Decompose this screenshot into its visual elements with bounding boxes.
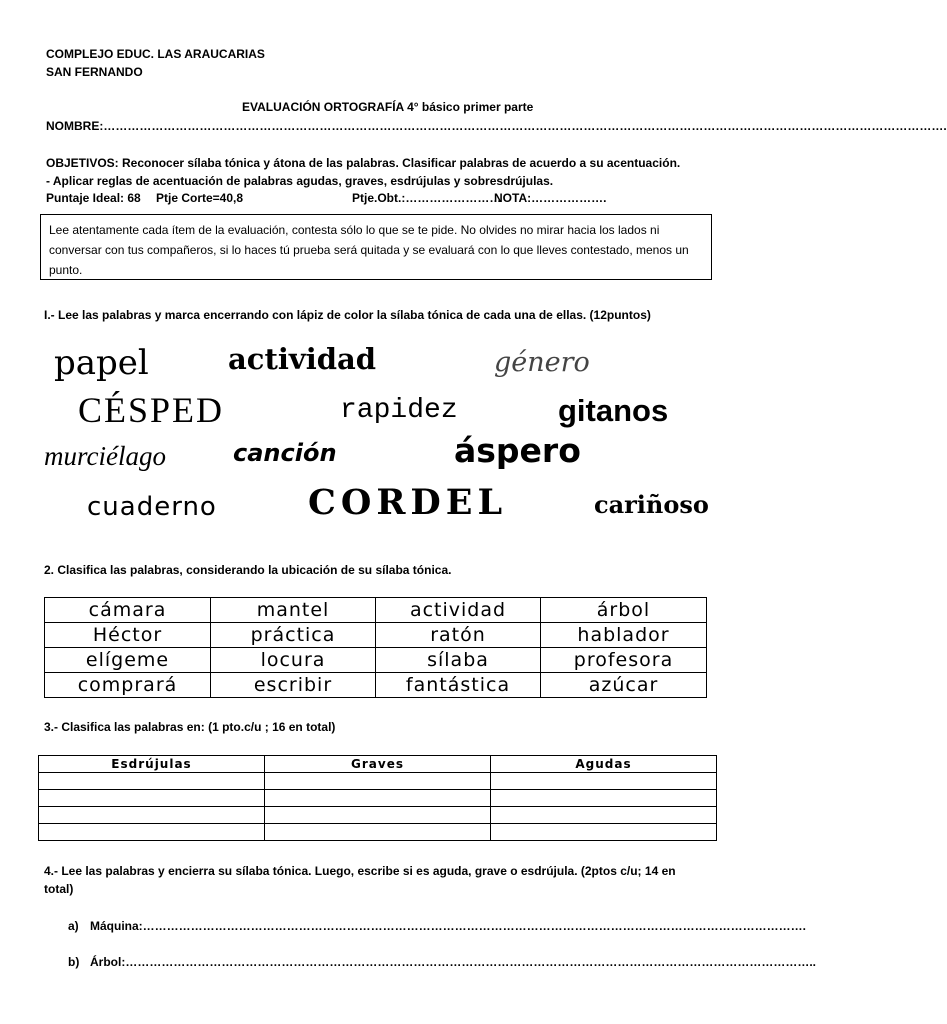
- word-cell: árbol: [541, 598, 707, 623]
- word-cell: escribir: [211, 673, 376, 698]
- word-cell: mantel: [211, 598, 376, 623]
- answer-cell[interactable]: [39, 824, 265, 841]
- word-cell: hablador: [541, 623, 707, 648]
- nota: NOTA:……………….: [494, 191, 607, 205]
- section1-title: I.- Lee las palabras y marca encerrando con lápiz de color la sílaba tónica de cada una de ellas. (12puntos): [44, 308, 651, 322]
- item-b-line[interactable]: Árbol:………………………………………………………………………………………………………………………………………………………..: [90, 955, 816, 969]
- word-cuaderno: cuaderno: [87, 492, 217, 522]
- word-cell: locura: [211, 648, 376, 673]
- word-cell: elígeme: [45, 648, 211, 673]
- answer-cell[interactable]: [265, 824, 491, 841]
- page-title: EVALUACIÓN ORTOGRAFÍA 4° básico primer parte: [242, 100, 534, 114]
- word-cell: profesora: [541, 648, 707, 673]
- word-cell: comprará: [45, 673, 211, 698]
- word-cell: fantástica: [376, 673, 541, 698]
- answer-cell[interactable]: [39, 807, 265, 824]
- word-actividad: actividad: [228, 342, 377, 376]
- item-a-line[interactable]: Máquina:………………………………………………………………………………………………………………………………………………….: [90, 919, 806, 933]
- word-genero: género: [494, 347, 590, 378]
- name-line: NOMBRE:………………………………………………………………………………………………………………………………………………………………………………………….: [46, 119, 947, 133]
- header-esdrujulas: Esdrújulas: [39, 756, 265, 773]
- section4-title-line-1: 4.- Lee las palabras y encierra su sílaba tónica. Luego, escribe si es aguda, grave o esdrújula. (2ptos c/u; 14 en: [44, 864, 676, 878]
- objectives-line-2: - Aplicar reglas de acentuación de palabras agudas, graves, esdrújulas y sobresdrújulas.: [46, 174, 554, 188]
- word-cell: actividad: [376, 598, 541, 623]
- instructions-box: Lee atentamente cada ítem de la evaluación, contesta sólo lo que se te pide. No olvides no mirar hacia los lados ni conversar con tus compañeros, si lo haces tú prueba será quitada y se evaluará con lo que lleves contestado, menos un punto.: [40, 214, 712, 280]
- word-cell: ratón: [376, 623, 541, 648]
- item-b-letter: b): [68, 955, 80, 969]
- word-papel: papel: [54, 343, 149, 383]
- answer-cell[interactable]: [39, 790, 265, 807]
- word-murcielago: murciélago: [44, 441, 166, 471]
- answer-cell[interactable]: [491, 790, 717, 807]
- word-cesped: CÉSPED: [78, 390, 225, 430]
- answer-cell[interactable]: [265, 773, 491, 790]
- header-graves: Graves: [265, 756, 491, 773]
- objectives-line-1: OBJETIVOS: Reconocer sílaba tónica y átona de las palabras. Clasificar palabras de acuerdo a su acentuación.: [46, 156, 681, 170]
- answer-cell[interactable]: [265, 807, 491, 824]
- ptje-obtenido: Ptje.Obt.:……………………: [352, 191, 502, 205]
- word-cell: Héctor: [45, 623, 211, 648]
- word-carinoso: cariñoso: [594, 490, 709, 519]
- word-cancion: canción: [233, 439, 337, 467]
- city-name: SAN FERNANDO: [46, 65, 143, 79]
- header-agudas: Agudas: [491, 756, 717, 773]
- answer-table: [38, 755, 717, 841]
- word-cell: práctica: [211, 623, 376, 648]
- school-name: COMPLEJO EDUC. LAS ARAUCARIAS: [46, 47, 265, 61]
- answer-cell[interactable]: [265, 790, 491, 807]
- word-cordel: CORDEL: [308, 482, 508, 523]
- section3-title: 3.- Clasifica las palabras en: (1 pto.c/u ; 16 en total): [44, 720, 336, 734]
- puntaje-ideal: Puntaje Ideal: 68: [46, 191, 141, 205]
- item-a-letter: a): [68, 919, 79, 933]
- word-gitanos: gitanos: [558, 393, 669, 428]
- classification-words-table: [44, 597, 707, 698]
- answer-cell[interactable]: [491, 824, 717, 841]
- section2-title: 2. Clasifica las palabras, considerando la ubicación de su sílaba tónica.: [44, 563, 452, 577]
- word-rapidez: rapidez: [340, 395, 458, 426]
- word-aspero: áspero: [454, 431, 581, 470]
- word-cell: sílaba: [376, 648, 541, 673]
- word-cell: azúcar: [541, 673, 707, 698]
- section4-title-line-2: total): [44, 882, 74, 896]
- word-cell: cámara: [45, 598, 211, 623]
- answer-cell[interactable]: [491, 773, 717, 790]
- answer-cell[interactable]: [491, 807, 717, 824]
- ptje-corte: Ptje Corte=40,8: [156, 191, 244, 205]
- answer-cell[interactable]: [39, 773, 265, 790]
